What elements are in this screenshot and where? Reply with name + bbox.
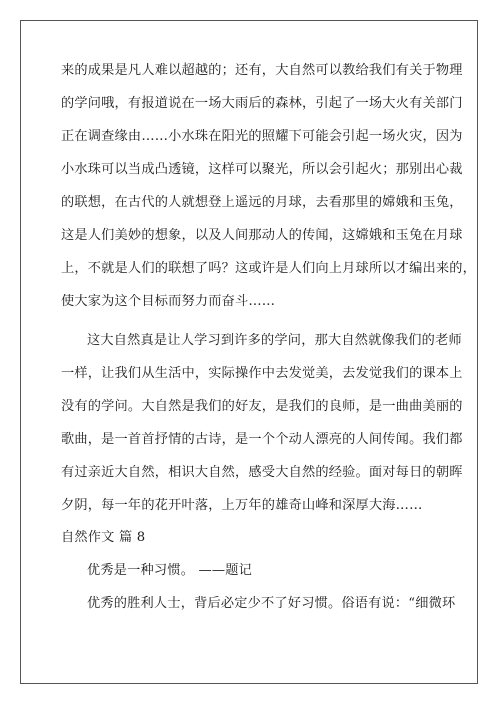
epigraph: 优秀是一种习惯。 ——题记 [87, 563, 253, 578]
text-line: 这是人们美妙的想象，以及人间那动人的传闻，这嫦娥和玉兔在月球 [61, 228, 463, 243]
text-line: 来的成果是凡人难以超越的；还有，大自然可以教给我们有关于物理 [61, 63, 463, 78]
text-line: 正在调查缘由……小水珠在阳光的照耀下可能会引起一场火灾，因为 [61, 129, 463, 144]
text-line: 小水珠可以当成凸透镜，这样可以聚光，所以会引起火；那别出心裁 [61, 162, 463, 177]
text-line: 上，不就是人们的联想了吗？这或许是人们向上月球所以才编出来的， [61, 261, 477, 276]
text-line: 有过亲近大自然，相识大自然，感受大自然的经验。面对每日的朝晖 [61, 465, 463, 480]
text-line: 优秀的胜利人士，背后必定少不了好习惯。俗语有说：“细微环 [87, 596, 456, 611]
text-line: 这大自然真是让人学习到许多的学问，那大自然就像我们的老师 [87, 333, 462, 348]
text-line: 的学问哦，有报道说在一场大雨后的森林，引起了一场大火有关部门 [61, 96, 463, 111]
section-heading: 自然作文 篇 8 [61, 530, 146, 545]
text-line: 使大家为这个目标而努力而奋斗…… [61, 294, 276, 309]
text-line: 歌曲，是一首首抒情的古诗，是一个个动人漂亮的人间传闻。我们都 [61, 432, 463, 447]
text-line: 一样，让我们从生活中，实际操作中去发觉美，去发觉我们的课本上 [61, 366, 463, 381]
page-border [20, 20, 478, 684]
text-line: 没有的学问。大自然是我们的好友，是我们的良师，是一曲曲美丽的 [61, 399, 463, 414]
text-line: 夕阴，每一年的花开叶落，上万年的雄奇山峰和深厚大海…… [61, 498, 423, 513]
text-line: 的联想，在古代的人就想登上遥远的月球，去看那里的嫦娥和玉兔， [61, 195, 463, 210]
